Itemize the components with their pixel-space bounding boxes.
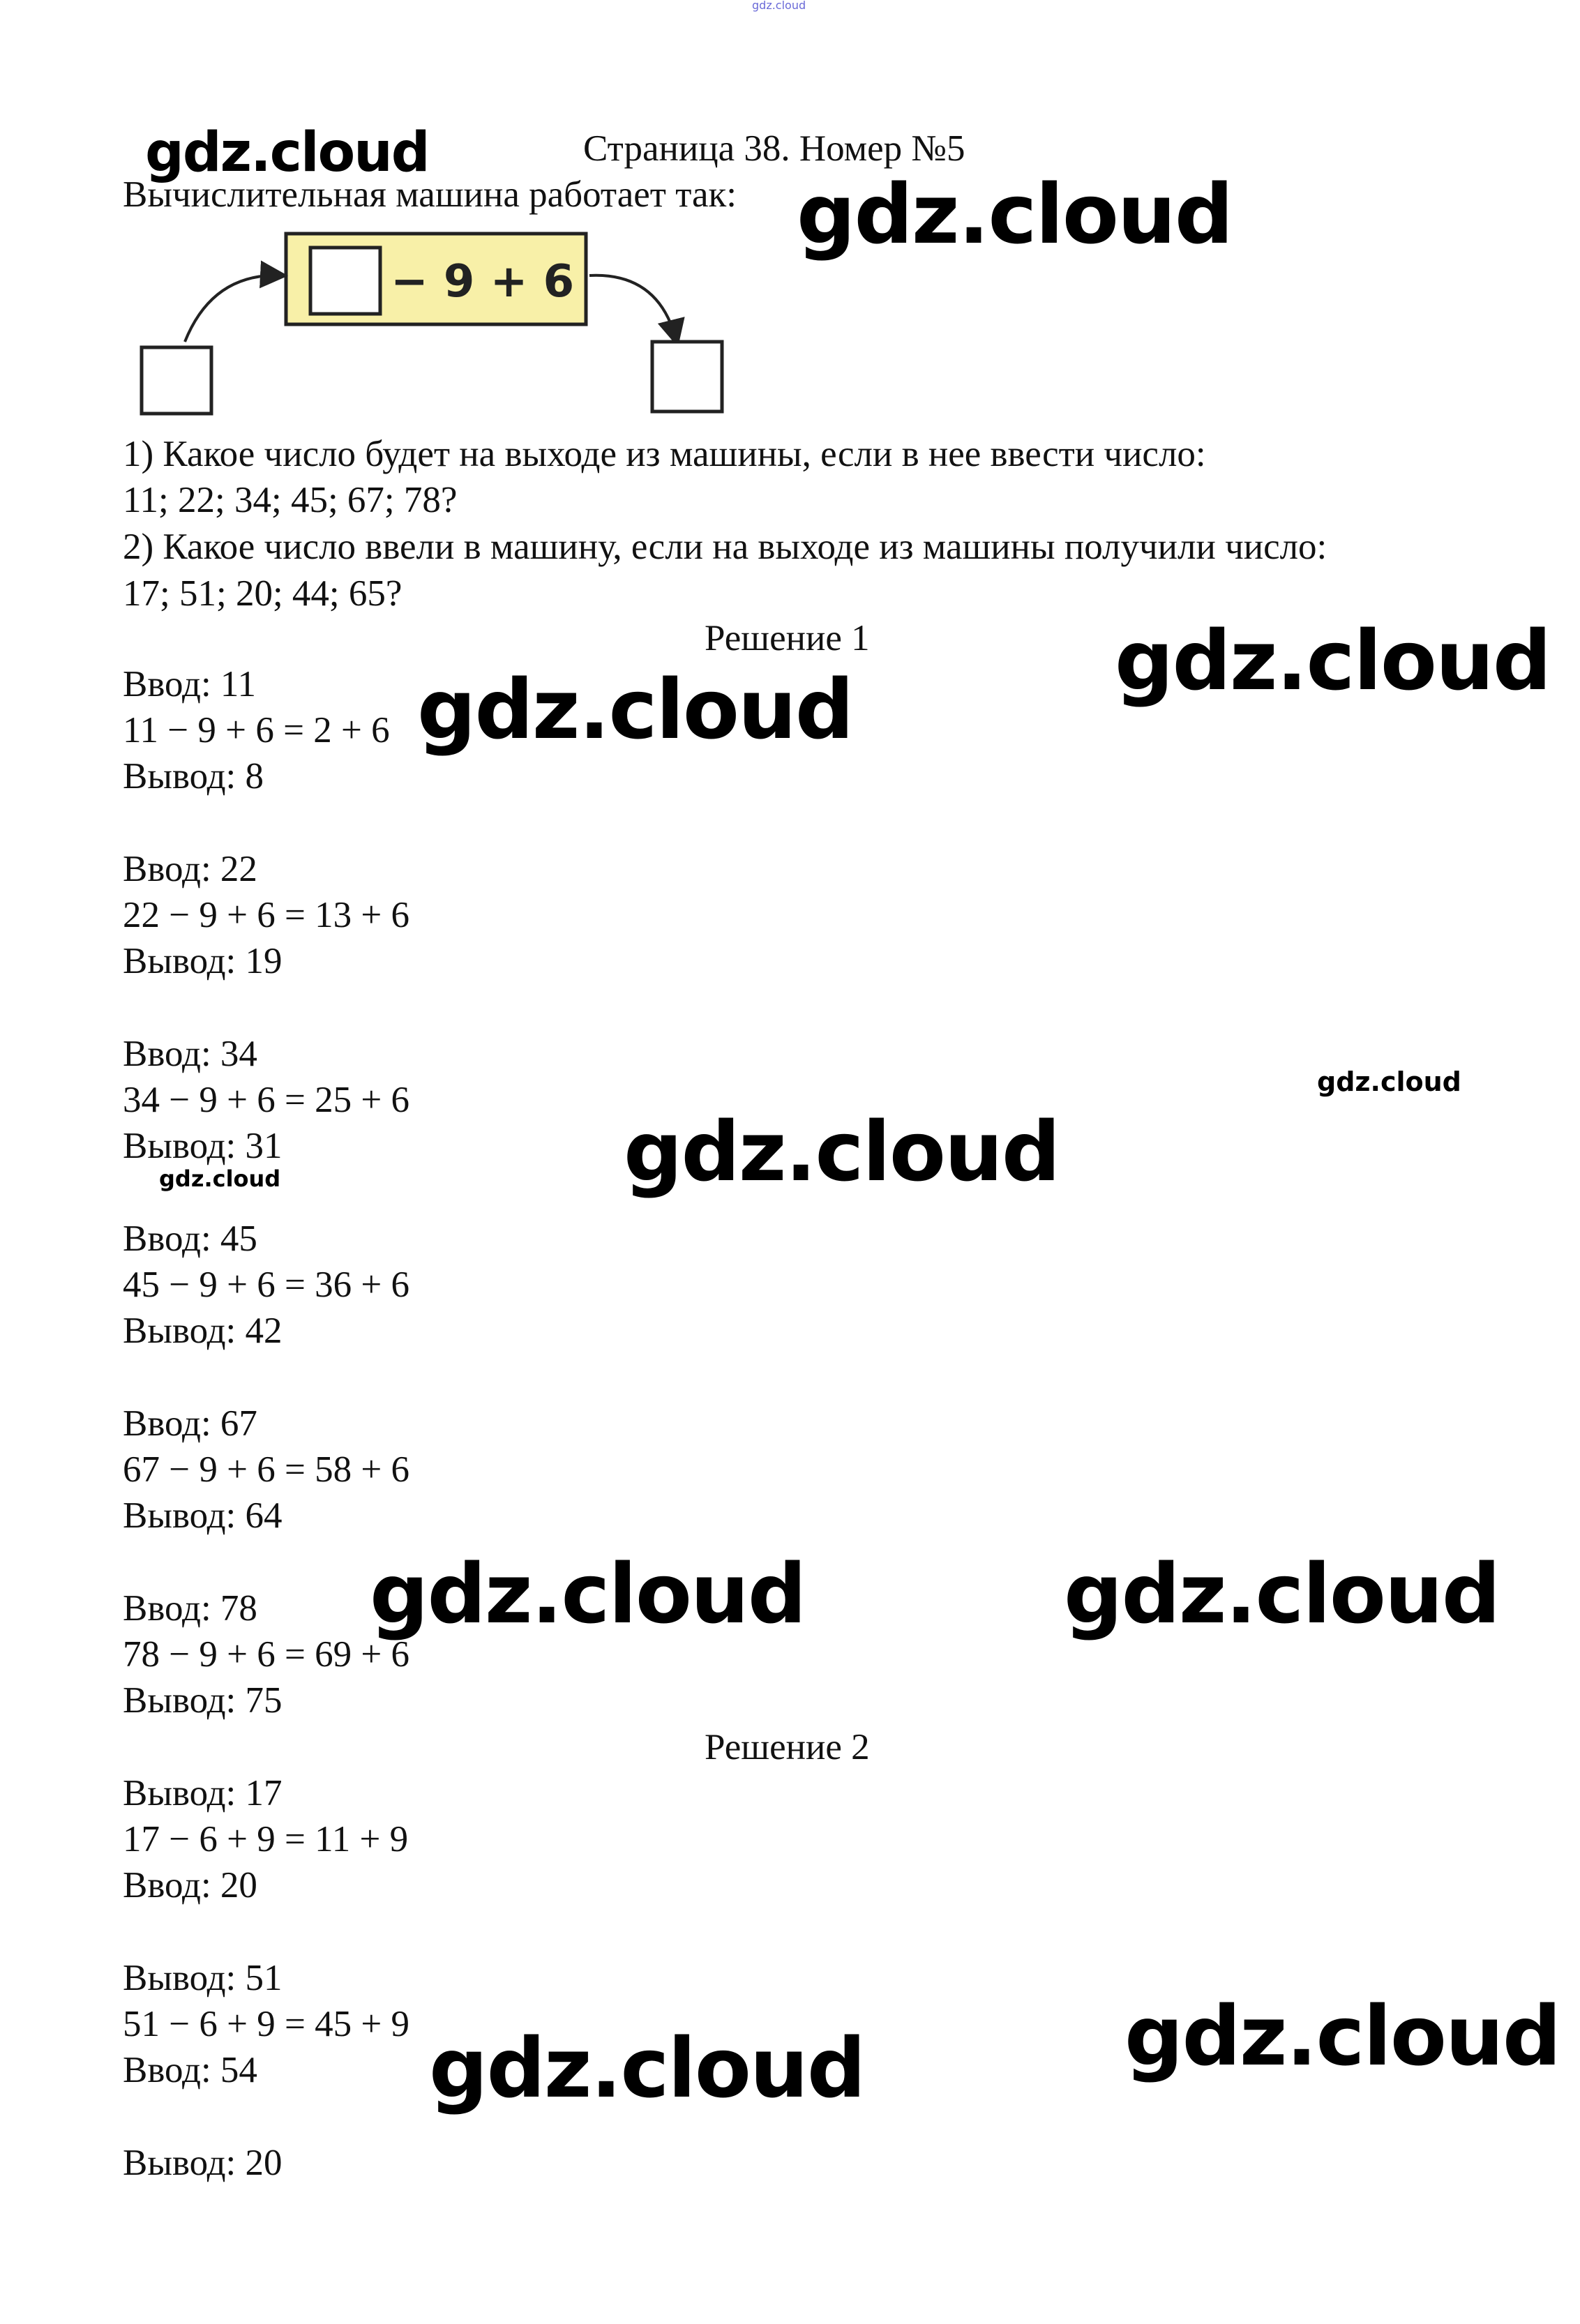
question-1: 1) Какое число будет на выходе из машины, если в нее ввести число: (123, 434, 1206, 474)
solution-line: 17 − 6 + 9 = 11 + 9 (123, 1819, 409, 1859)
solution-line: Ввод: 11 (123, 664, 256, 704)
question-2-numbers: 17; 51; 20; 44; 65? (123, 573, 402, 614)
solution-line: Ввод: 45 (123, 1218, 257, 1259)
solution-line: 78 − 9 + 6 = 69 + 6 (123, 1634, 410, 1675)
solution-line: Вывод: 75 (123, 1680, 283, 1721)
question-2: 2) Какое число ввели в машину, если на выходе из машины получили число: (123, 527, 1327, 567)
solution-line: Вывод: 31 (123, 1126, 283, 1166)
solution-line: 11 − 9 + 6 = 2 + 6 (123, 710, 390, 750)
solution-line: Ввод: 34 (123, 1034, 257, 1074)
input-arrow (185, 276, 283, 342)
solution-line: Ввод: 20 (123, 1865, 257, 1906)
solution-1-heading: Решение 1 (705, 618, 870, 658)
solution-line: 34 − 9 + 6 = 25 + 6 (123, 1080, 410, 1120)
output-arrow (589, 276, 677, 342)
solution-line: Вывод: 64 (123, 1495, 283, 1536)
input-box (142, 347, 211, 414)
machine-input-slot (310, 248, 380, 314)
watermark: gdz.cloud (1124, 1988, 1560, 2084)
watermark: gdz.cloud (1064, 1546, 1500, 1642)
solution-line: Вывод: 20 (123, 2143, 283, 2183)
solution-2-heading: Решение 2 (705, 1727, 870, 1767)
watermark: gdz.cloud (797, 166, 1233, 262)
solution-line: Вывод: 42 (123, 1311, 283, 1351)
machine-operation-label: − 9 + 6 (391, 256, 575, 308)
solution-line: Ввод: 22 (123, 849, 257, 889)
solution-line: 22 − 9 + 6 = 13 + 6 (123, 895, 410, 935)
watermark: gdz.cloud (429, 2020, 865, 2116)
page-title: Страница 38. Номер №5 (583, 128, 965, 169)
watermark-tiny: gdz.cloud (752, 0, 806, 12)
watermark: gdz.cloud (1317, 1066, 1461, 1097)
watermark: gdz.cloud (370, 1546, 806, 1642)
solution-line: Вывод: 17 (123, 1773, 283, 1813)
watermark: gdz.cloud (417, 661, 853, 757)
solution-line: Ввод: 78 (123, 1588, 257, 1629)
solution-line: 67 − 9 + 6 = 58 + 6 (123, 1449, 410, 1490)
output-box (652, 342, 722, 412)
solution-line: 45 − 9 + 6 = 36 + 6 (123, 1265, 410, 1305)
solution-line: Ввод: 67 (123, 1403, 257, 1444)
watermark: gdz.cloud (159, 1165, 281, 1192)
watermark: gdz.cloud (145, 121, 429, 184)
solution-line: Вывод: 19 (123, 941, 283, 981)
question-1-numbers: 11; 22; 34; 45; 67; 78? (123, 480, 458, 520)
solution-line: Вывод: 51 (123, 1958, 283, 1998)
intro-text: Вычислительная машина работает так: (123, 174, 737, 215)
solution-line: Ввод: 54 (123, 2050, 257, 2090)
watermark: gdz.cloud (624, 1103, 1060, 1200)
solution-line: Вывод: 8 (123, 756, 264, 797)
solution-line: 51 − 6 + 9 = 45 + 9 (123, 2004, 410, 2044)
watermark: gdz.cloud (1115, 612, 1551, 709)
calculating-machine-diagram (136, 230, 732, 422)
